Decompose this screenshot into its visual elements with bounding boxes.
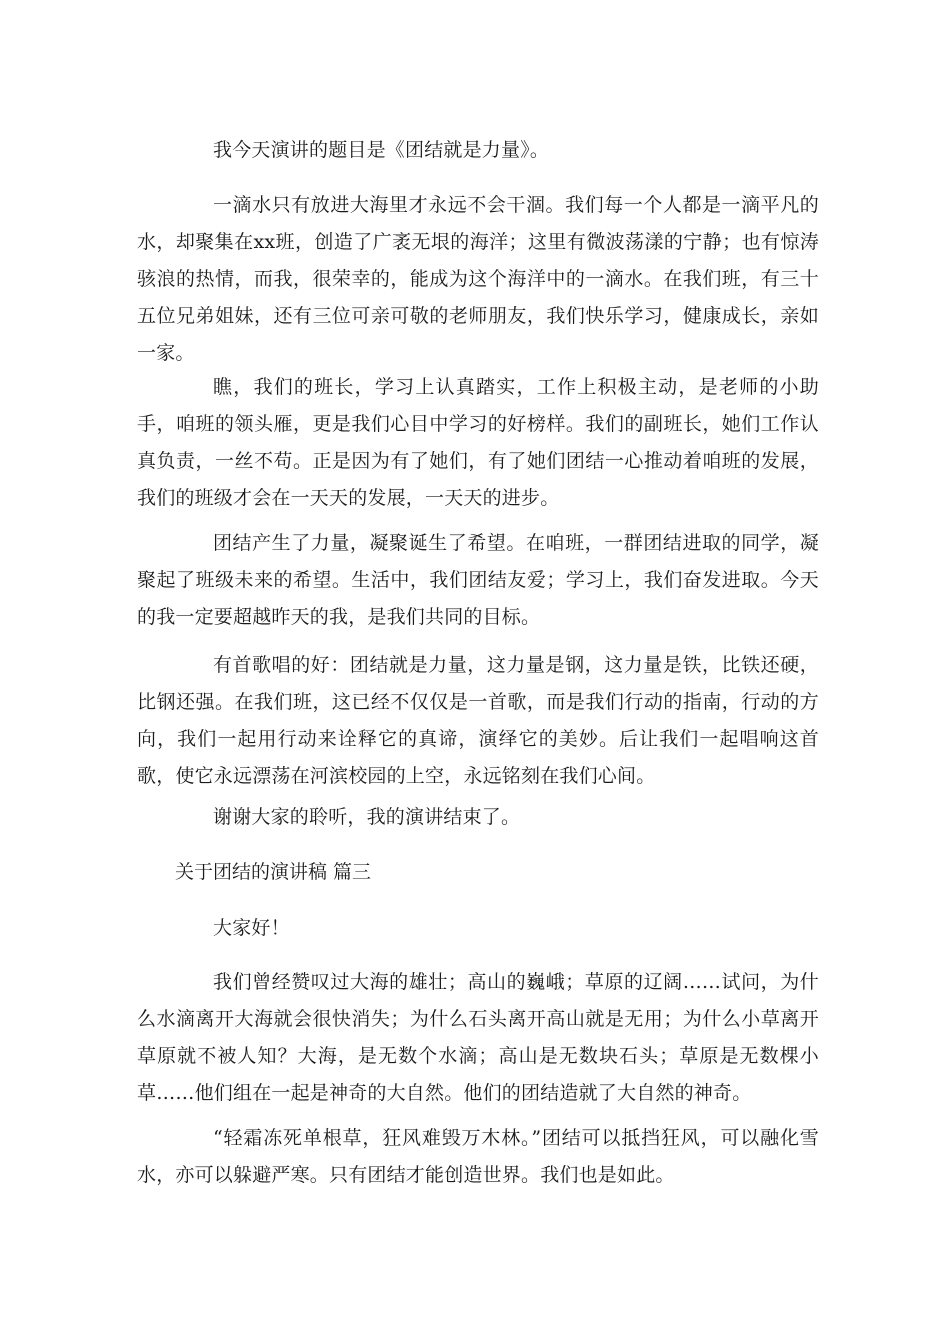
paragraph-class-monitor: 瞧，我们的班长，学习上认真踏实，工作上积极主动，是老师的小助手，咱班的领头雁，更是我们心目中学习的好榜样。我们的副班长，她们工作认真负责，一丝不苟。正是因为有了她们，有了她们团结一心推动着咱班的发展，我们的班级才会在一天天的发展，一天天的进步。 <box>137 376 819 509</box>
paragraph-nature: 我们曾经赞叹过大海的雄壮；高山的巍峨；草原的辽阔……试问，为什么水滴离开大海就会很快消失；为什么石头离开高山就是无用；为什么小草离开草原就不被人知？大海，是无数个水滴；高山是无数块石头；草原是无数棵小草……他们组在一起是神奇的大自然。他们的团结造就了大自然的神奇。 <box>137 971 819 1104</box>
paragraph-greeting: 大家好！ <box>213 917 290 939</box>
paragraph-unity-strength: 团结产生了力量，凝聚诞生了希望。在咱班，一群团结进取的同学，凝聚起了班级未来的希望。生活中，我们团结友爱；学习上，我们奋发进取。今天的我一定要超越昨天的我，是我们共同的目标。 <box>137 532 819 628</box>
paragraph-proverb: “轻霜冻死单根草，狂风难毁万木林。”团结可以抵挡狂风，可以融化雪水，亦可以躲避严寒。只有团结才能创造世界。我们也是如此。 <box>137 1127 819 1186</box>
paragraph-thanks: 谢谢大家的聆听，我的演讲结束了。 <box>213 806 521 828</box>
paragraph-song: 有首歌唱的好：团结就是力量，这力量是钢，这力量是铁，比铁还硬，比钢还强。在我们班，这已经不仅仅是一首歌，而是我们行动的指南，行动的方向，我们一起用行动来诠释它的真谛，演绎它的美妙。后让我们一起唱响这首歌，使它永远漂荡在河滨校园的上空，永远铭刻在我们心间。 <box>137 654 819 787</box>
section-heading: 关于团结的演讲稿 篇三 <box>175 861 372 883</box>
paragraph-title-intro: 我今天演讲的题目是《团结就是力量》。 <box>213 139 550 161</box>
paragraph-drop-of-water: 一滴水只有放进大海里才永远不会干涸。我们每一个人都是一滴平凡的水，却聚集在xx班，创造了广袤无垠的海洋；这里有微波荡漾的宁静；也有惊涛骇浪的热情，而我，很荣幸的，能成为这个海洋中的一滴水。在我们班，有三十五位兄弟姐妹，还有三位可亲可敬的老师朋友，我们快乐学习，健康成长，亲如一家。 <box>137 194 819 364</box>
